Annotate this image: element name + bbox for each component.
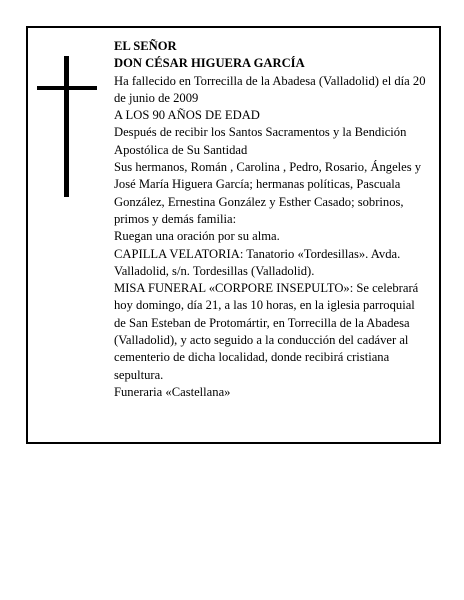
deceased-name: DON CÉSAR HIGUERA GARCÍA	[114, 56, 305, 71]
age-line: A LOS 90 AÑOS DE EDAD	[114, 108, 260, 123]
funeral-home: Funeraria «Castellana»	[114, 384, 231, 399]
family-list: Sus hermanos, Román , Carolina , Pedro, Rosario, Ángeles y José María Higuera García; hermanas políticas, Pascuala González, Ernestina González y Esther Casado; sobrinos, primos y demás familia:	[114, 160, 422, 226]
cross-vertical-bar	[64, 56, 69, 197]
cross-horizontal-bar	[37, 86, 97, 90]
sacraments-line: Después de recibir los Santos Sacramentos y la Bendición Apostólica de Su Santidad	[114, 125, 407, 157]
title-line-1: EL SEÑOR	[114, 39, 177, 53]
wake-chapel: CAPILLA VELATORIA: Tanatorio «Tordesillas». Avda. Valladolid, s/n. Tordesillas (Valladolid).	[114, 246, 401, 278]
obituary-text	[114, 38, 426, 401]
death-info: Ha fallecido en Torrecilla de la Abadesa (Valladolid) el día 20 de junio de 2009	[114, 73, 426, 105]
prayer-request: Ruegan una oración por su alma.	[114, 229, 280, 244]
funeral-mass: MISA FUNERAL «CORPORE INSEPULTO»: Se celebrará hoy domingo, día 21, a las 10 horas, en la iglesia parroquial de San Esteban de Protomártir, en Torrecilla de la Abadesa (Valladolid), y acto seguido a la conducción del cadáver al cementerio de dicha localidad, donde recibirá cristiana sepultura.	[114, 281, 419, 382]
